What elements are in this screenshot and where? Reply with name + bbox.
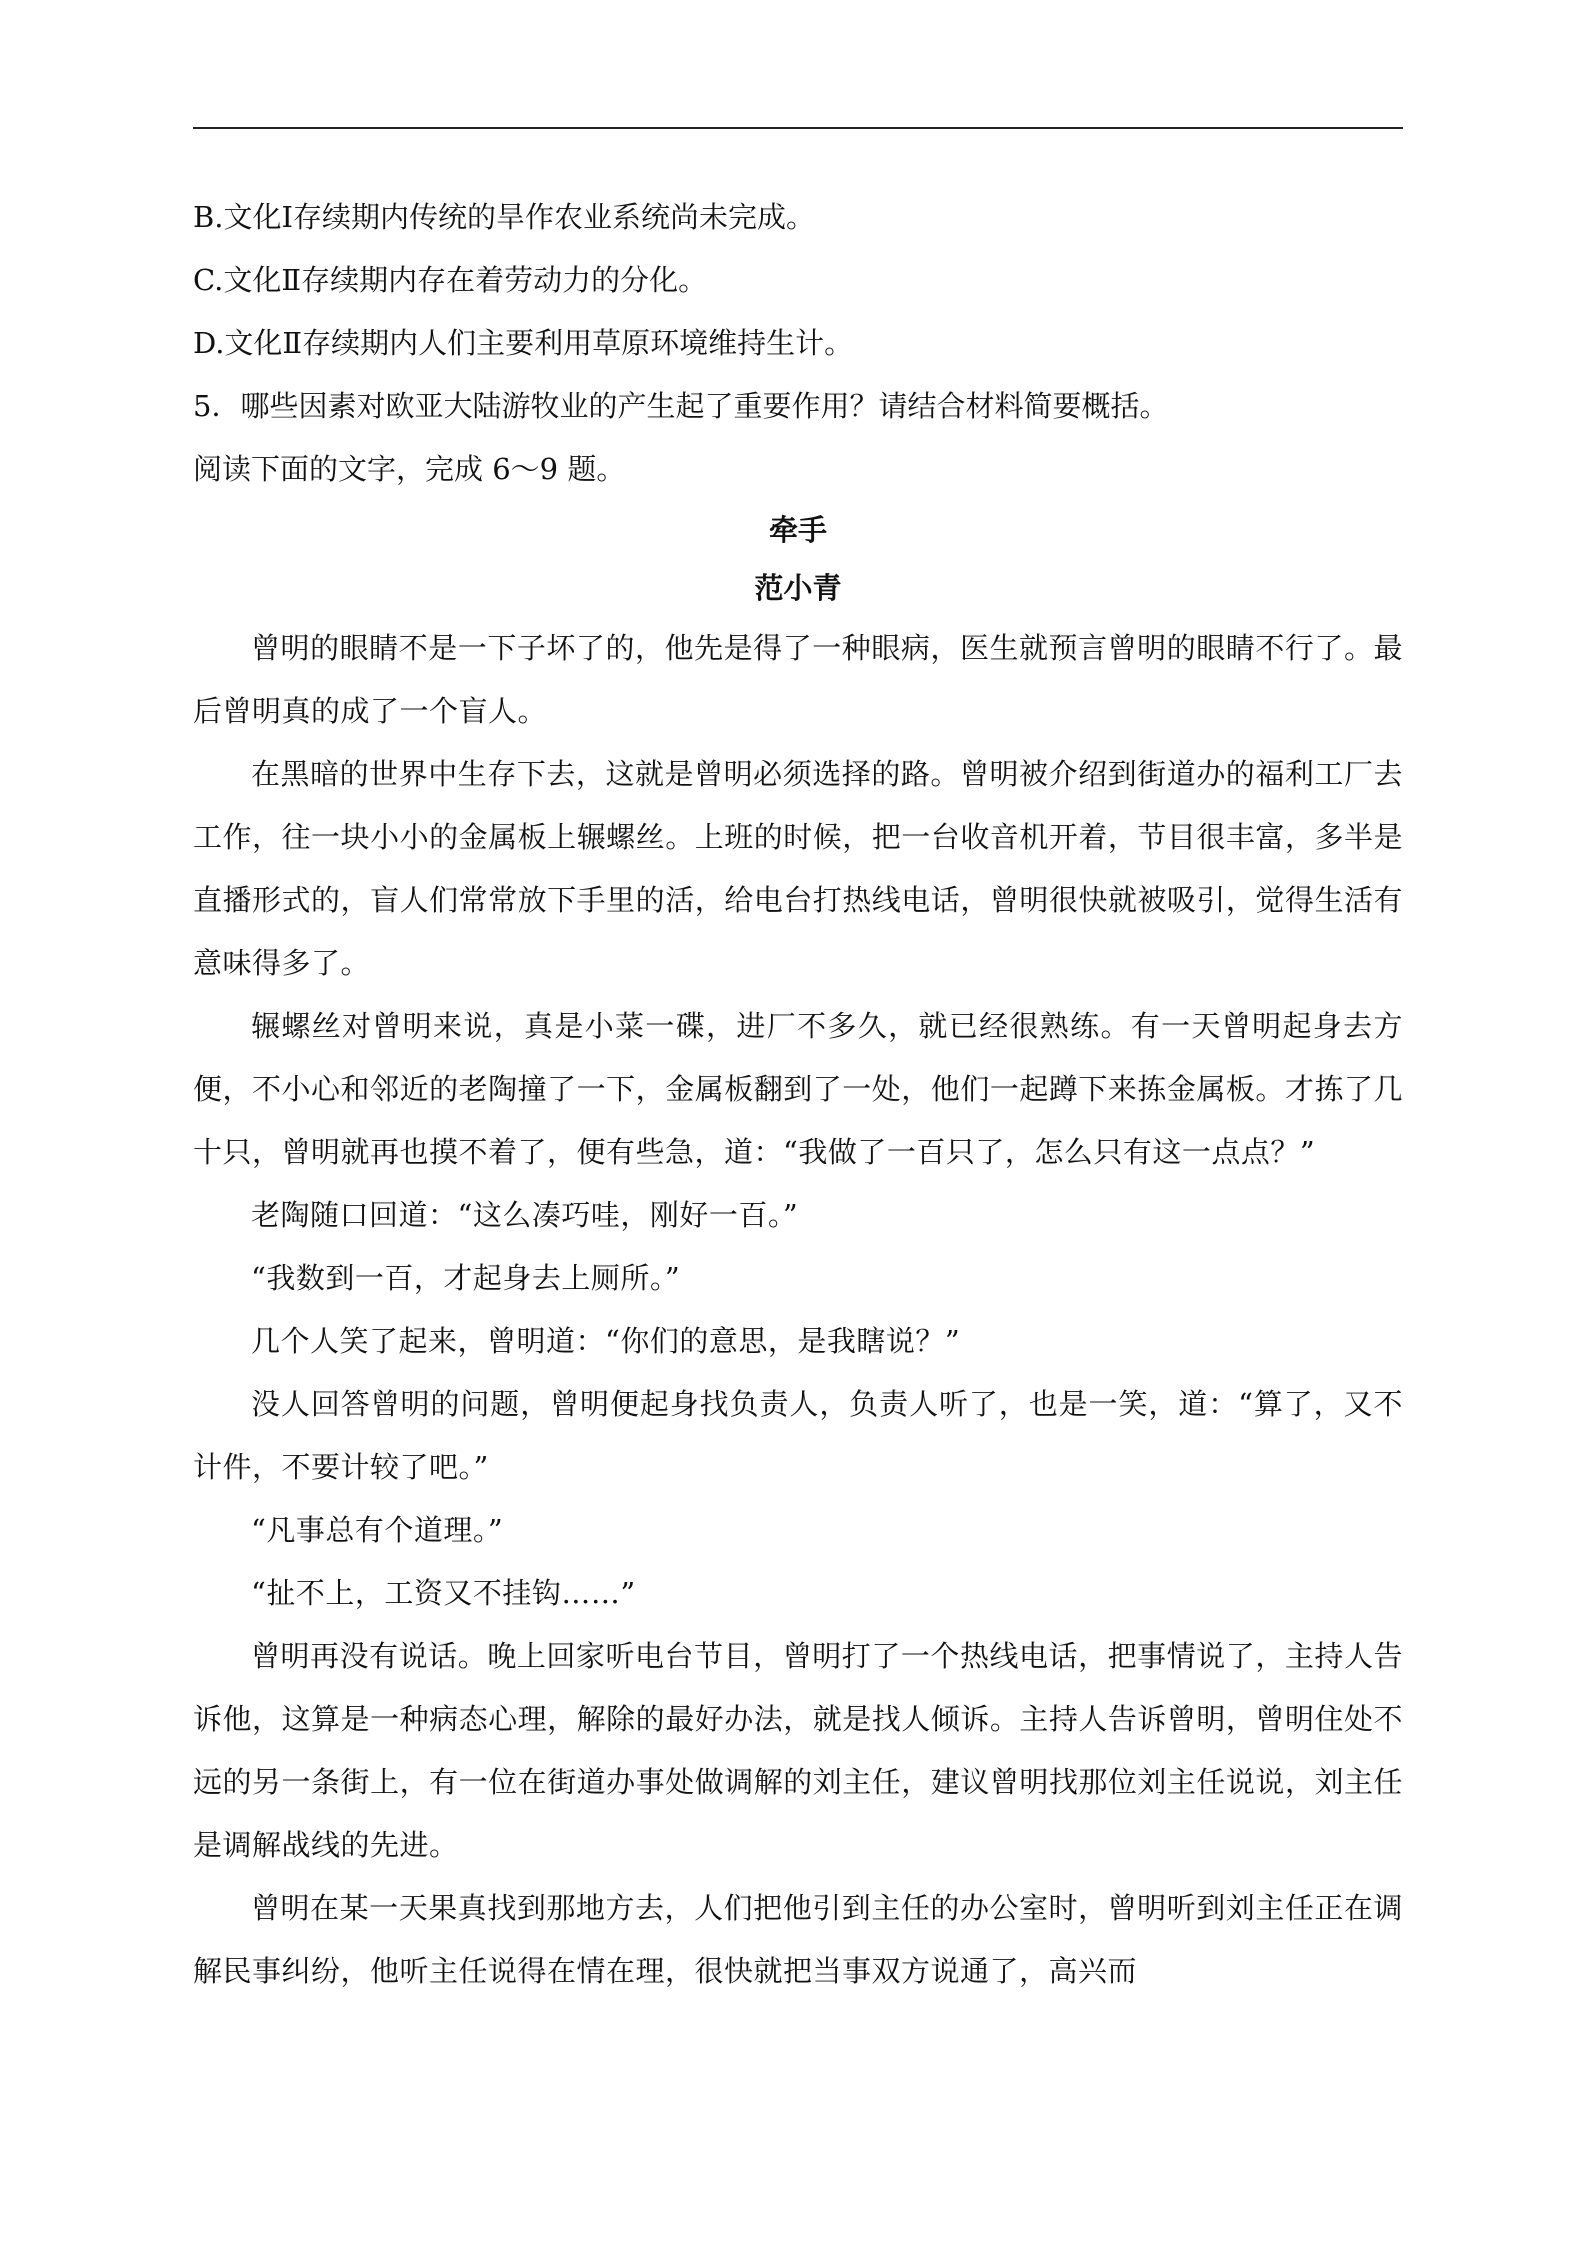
option-d: D.文化Ⅱ存续期内人们主要利用草原环境维持生计。 bbox=[193, 326, 854, 360]
option-c: C.文化Ⅱ存续期内存在着劳动力的分化。 bbox=[193, 263, 708, 297]
story-paragraph: “扯不上，工资又不挂钩……” bbox=[251, 1576, 636, 1610]
story-paragraph: 曾明在某一天果真找到那地方去，人们把他引到主任的办公室时，曾明听到刘主任正在调解民事纠纷，他听主任说得在情在理，很快就把当事双方说通了，高兴而 bbox=[193, 1891, 1403, 1988]
question-5: 5．哪些因素对欧亚大陆游牧业的产生起了重要作用？请结合材料简要概括。 bbox=[193, 389, 1169, 423]
story-paragraph: 几个人笑了起来，曾明道：“你们的意思，是我瞎说？” bbox=[251, 1324, 961, 1358]
story-paragraph: “我数到一百，才起身去上厕所。” bbox=[251, 1261, 681, 1295]
reading-instruction: 阅读下面的文字，完成 6～9 题。 bbox=[193, 452, 626, 486]
story-paragraph: 曾明再没有说话。晚上回家听电台节目，曾明打了一个热线电话，把事情说了，主持人告诉他，这算是一种病态心理，解除的最好办法，就是找人倾诉。主持人告诉曾明，曾明住处不远的另一条街上，有一位在街道办事处做调解的刘主任，建议曾明找那位刘主任说说，刘主任是调解战线的先进。 bbox=[193, 1639, 1403, 1862]
page-content bbox=[193, 186, 1403, 2003]
story-paragraph: 在黑暗的世界中生存下去，这就是曾明必须选择的路。曾明被介绍到街道办的福利工厂去工作，往一块小小的金属板上辗螺丝。上班的时候，把一台收音机开着，节目很丰富，多半是直播形式的，盲人们常常放下手里的活，给电台打热线电话，曾明很快就被吸引，觉得生活有意味得多了。 bbox=[193, 757, 1403, 980]
story-title: 牵手 bbox=[768, 513, 827, 547]
story-paragraph: 没人回答曾明的问题，曾明便起身找负责人，负责人听了，也是一笑，道：“算了，又不计件，不要计较了吧。” bbox=[193, 1387, 1403, 1484]
story-paragraph: 曾明的眼睛不是一下子坏了的，他先是得了一种眼病，医生就预言曾明的眼睛不行了。最后曾明真的成了一个盲人。 bbox=[193, 631, 1403, 728]
story-author: 范小青 bbox=[754, 571, 842, 605]
story-paragraph: “凡事总有个道理。” bbox=[251, 1513, 504, 1547]
header-rule bbox=[193, 127, 1403, 129]
story-paragraph: 辗螺丝对曾明来说，真是小菜一碟，进厂不多久，就已经很熟练。有一天曾明起身去方便，不小心和邻近的老陶撞了一下，金属板翻到了一处，他们一起蹲下来拣金属板。才拣了几十只，曾明就再也摸不着了，便有些急，道：“我做了一百只了，怎么只有这一点点？” bbox=[193, 1009, 1403, 1169]
option-b: B.文化Ⅰ存续期内传统的旱作农业系统尚未完成。 bbox=[193, 200, 815, 234]
story-paragraph: 老陶随口回道：“这么凑巧哇，刚好一百。” bbox=[251, 1198, 799, 1232]
